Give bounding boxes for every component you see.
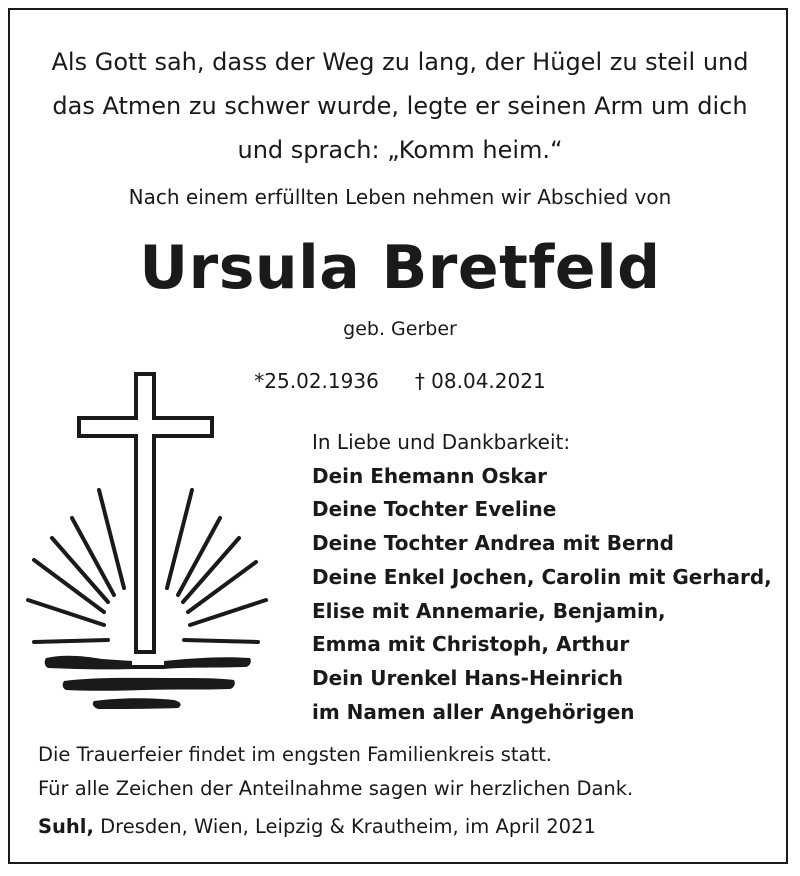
place-and-date — [38, 810, 596, 844]
verse-line: Als Gott sah, dass der Weg zu lang, der Hügel zu steil und — [51, 48, 749, 76]
mourners-intro: In Liebe und Dankbarkeit: — [312, 430, 571, 454]
mourner-line: Deine Tochter Andrea mit Bernd — [312, 531, 674, 556]
footer-line: Die Trauerfeier findet im engsten Familienkreis statt. — [38, 743, 552, 766]
death-date: † 08.04.2021 — [414, 369, 546, 393]
footer-notes — [38, 738, 633, 806]
cross-with-rays-icon — [24, 370, 274, 715]
place-city: Suhl, — [38, 815, 94, 838]
maiden-name: geb. Gerber — [343, 318, 457, 340]
mourners-list — [312, 426, 772, 729]
intro-text: Nach einem erfüllten Leben nehmen wir Abschied von — [128, 185, 672, 209]
mourner-line: Dein Urenkel Hans-Heinrich — [312, 665, 624, 690]
mourner-line: Emma mit Christoph, Arthur — [312, 632, 630, 657]
deceased-name: Ursula Bretfeld — [139, 233, 661, 303]
place-rest: Dresden, Wien, Leipzig & Krautheim, im April 2021 — [93, 815, 596, 838]
mourner-line: Deine Enkel Jochen, Carolin mit Gerhard, — [312, 564, 772, 589]
verse-line: das Atmen zu schwer wurde, legte er seinen Arm um dich — [52, 92, 748, 120]
mourner-line: im Namen aller Angehörigen — [312, 699, 635, 724]
verse — [0, 40, 800, 172]
mourner-line: Dein Ehemann Oskar — [312, 463, 548, 488]
verse-line: und sprach: „Komm heim.“ — [237, 136, 563, 164]
mourner-line: Elise mit Annemarie, Benjamin, — [312, 598, 666, 623]
birth-date: *25.02.1936 — [254, 369, 379, 393]
footer-line: Für alle Zeichen der Anteilnahme sagen wir herzlichen Dank. — [38, 777, 634, 800]
mourner-line: Deine Tochter Eveline — [312, 497, 557, 522]
